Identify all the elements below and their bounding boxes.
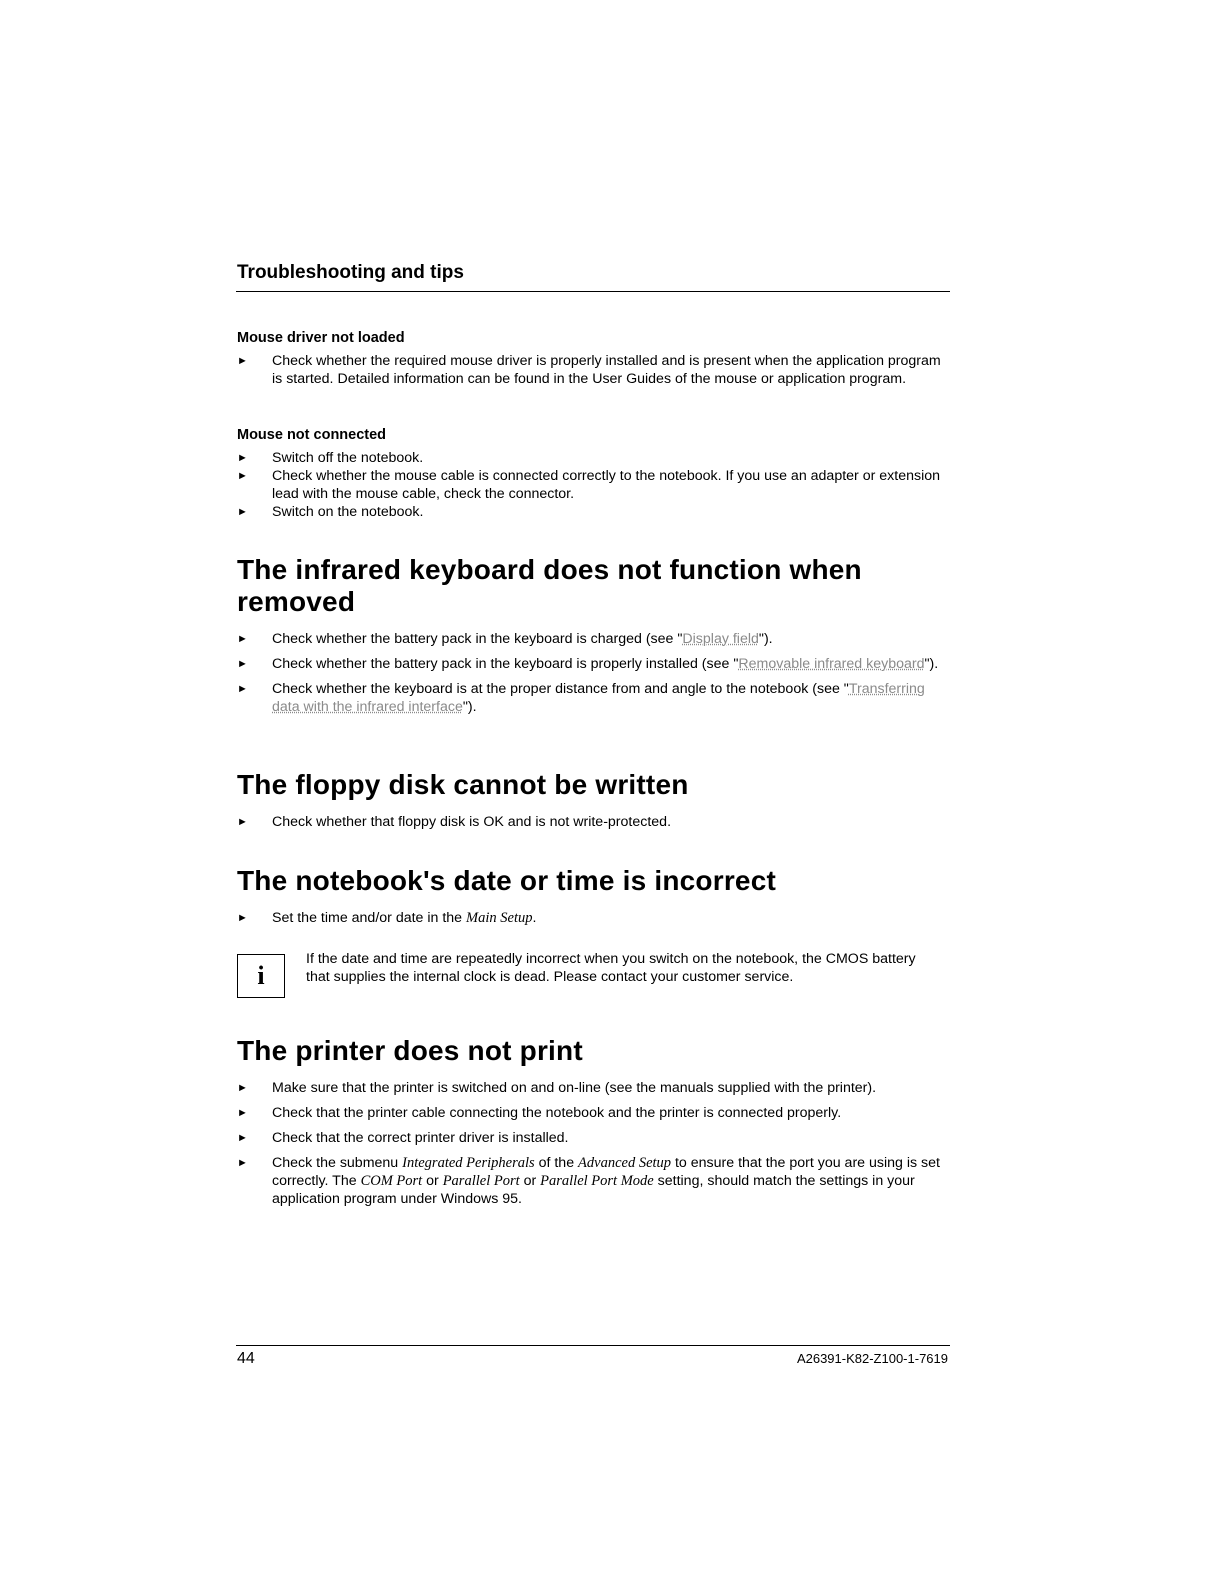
printer-section	[237, 1035, 950, 1215]
bullet-arrow-icon: ►	[237, 633, 248, 645]
list-item	[237, 1104, 950, 1122]
list-item-text: ").	[758, 631, 773, 647]
section-heading-floppy: The floppy disk cannot be written	[237, 769, 689, 800]
list-item	[237, 655, 950, 673]
list-item-text: Check whether the mouse cable is connected correctly to the notebook. If you use an adapter or extension lead with the mouse cable, check the connector.	[272, 468, 940, 502]
bullet-arrow-icon: ►	[237, 912, 248, 924]
bullet-list	[237, 813, 950, 831]
mouse-driver-section	[237, 330, 950, 388]
list-item-text: Check whether the keyboard is at the proper distance from and angle to the notebook (see "	[272, 681, 849, 697]
bullet-arrow-icon: ►	[237, 355, 248, 367]
bullet-arrow-icon: ►	[237, 658, 248, 670]
list-item-text: Set the time and/or date in the	[272, 910, 467, 926]
header-rule	[236, 291, 950, 292]
list-item-text: Check whether the required mouse driver is properly installed and is present when the application program is started. Detailed information can be found in the User Guides of the mouse or application program.	[272, 353, 941, 387]
list-item-text: ").	[924, 656, 939, 672]
info-note: If the date and time are repeatedly incorrect when you switch on the notebook, the CMOS battery that supplies the internal clock is dead. Please contact your customer service.	[306, 951, 916, 985]
list-item-text: Make sure that the printer is switched on and on-line (see the manuals supplied with the printer).	[272, 1080, 877, 1096]
bullet-arrow-icon: ►	[237, 470, 248, 482]
bullet-list	[237, 909, 950, 927]
list-item-text: setting, should match the settings in your application program under Windows 95.	[272, 1173, 915, 1207]
menu-term: Main Setup	[466, 910, 533, 926]
list-item	[237, 1079, 950, 1097]
cross-reference-link[interactable]: Display field	[682, 631, 759, 647]
list-item-text: Switch on the notebook.	[272, 504, 424, 520]
menu-term: Advanced Setup	[578, 1155, 672, 1171]
floppy-section	[237, 769, 950, 831]
menu-term: Parallel Port	[442, 1173, 520, 1189]
bullet-list	[237, 1079, 950, 1208]
menu-term: COM Port	[360, 1173, 423, 1189]
list-item-text: or	[519, 1173, 541, 1189]
list-item	[237, 1129, 950, 1147]
list-item-text: Check whether the battery pack in the keyboard is charged (see "	[272, 631, 683, 647]
info-icon: i	[237, 954, 285, 998]
bullet-arrow-icon: ►	[237, 1107, 248, 1119]
list-item-text: ").	[462, 699, 477, 715]
bullet-list	[237, 352, 950, 388]
list-item	[237, 503, 950, 521]
menu-term: Integrated Peripherals	[402, 1155, 535, 1171]
bullet-arrow-icon: ►	[237, 1132, 248, 1144]
mouse-connected-section	[237, 427, 950, 521]
subheading-mouse-driver: Mouse driver not loaded	[237, 330, 405, 346]
list-item	[237, 813, 950, 831]
list-item	[237, 909, 950, 927]
list-item-text: Check the submenu	[272, 1155, 403, 1171]
footer-rule	[236, 1345, 950, 1346]
document-code: A26391-K82-Z100-1-7619	[796, 1351, 948, 1366]
section-heading-date-time: The notebook's date or time is incorrect	[237, 865, 776, 896]
list-item-text: Check whether that floppy disk is OK and is not write-protected.	[272, 814, 672, 830]
cross-reference-link[interactable]: Removable infrared keyboard	[738, 656, 925, 672]
list-item-text: Switch off the notebook.	[272, 450, 424, 466]
subheading-mouse-connected: Mouse not connected	[237, 427, 387, 443]
cross-reference-link[interactable]: Transferring data with the infrared interface	[272, 681, 925, 715]
bullet-arrow-icon: ►	[237, 683, 248, 695]
list-item	[237, 467, 950, 503]
section-heading-printer: The printer does not print	[237, 1035, 583, 1066]
bullet-arrow-icon: ►	[237, 1157, 248, 1169]
bullet-list	[237, 630, 950, 716]
bullet-arrow-icon: ►	[237, 452, 248, 464]
running-header: Troubleshooting and tips	[237, 262, 464, 283]
list-item-text: Check whether the battery pack in the keyboard is properly installed (see "	[272, 656, 739, 672]
list-item-text: .	[532, 910, 537, 926]
list-item-text: or	[422, 1173, 443, 1189]
list-item	[237, 680, 950, 716]
list-item-text: Check that the printer cable connecting the notebook and the printer is connected properly.	[272, 1105, 842, 1121]
bullet-arrow-icon: ►	[237, 816, 248, 828]
list-item-text: to ensure that the port you are using is set correctly. The	[272, 1155, 940, 1189]
list-item	[237, 630, 950, 648]
list-item-text: Check that the correct printer driver is installed.	[272, 1130, 569, 1146]
page-number: 44	[237, 1350, 255, 1367]
date-time-section	[237, 865, 950, 927]
bullet-arrow-icon: ►	[237, 1082, 248, 1094]
bullet-arrow-icon: ►	[237, 506, 248, 518]
bullet-list	[237, 449, 950, 521]
list-item	[237, 449, 950, 467]
list-item	[237, 352, 950, 388]
section-heading-infrared: The infrared keyboard does not function when removed	[237, 554, 862, 617]
infrared-section	[237, 554, 950, 723]
menu-term: Parallel Port Mode	[540, 1173, 654, 1189]
list-item	[237, 1154, 950, 1208]
list-item-text: of the	[534, 1155, 579, 1171]
